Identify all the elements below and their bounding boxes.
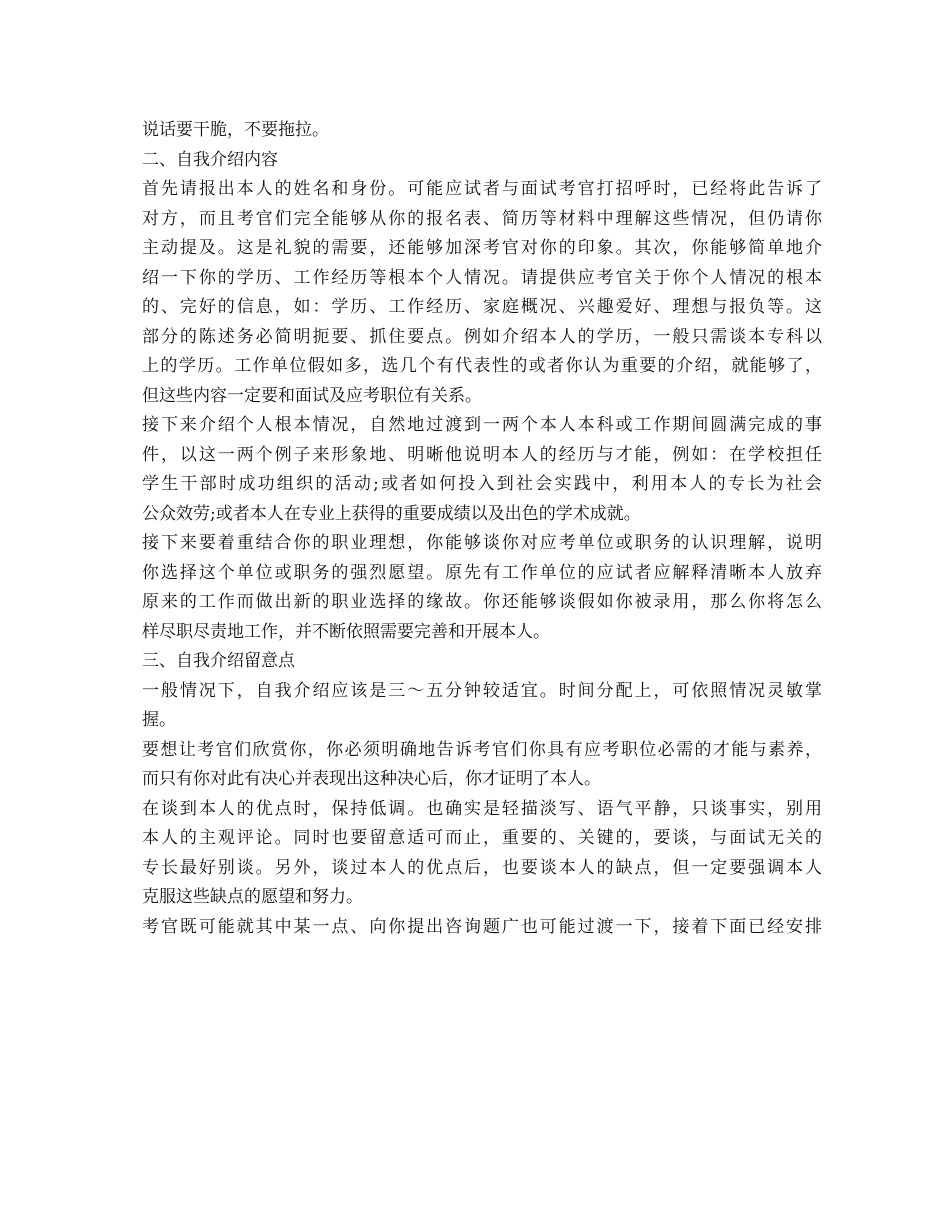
text-line: 的、完好的信息，如：学历、工作经历、家庭概况、兴趣爱好、理想与报负等。这 bbox=[142, 297, 822, 317]
text-line: 考官既可能就其中某一点、向你提出咨询题广也可能过渡一下，接着下面已经安排 bbox=[142, 916, 822, 937]
text-line: 握。 bbox=[142, 710, 176, 730]
section-heading: 二、自我介绍内容 bbox=[142, 149, 278, 170]
text-line: 主动提及。这是礼貌的需要，还能够加深考官对你的印象。其次，你能够简单地介 bbox=[142, 238, 822, 258]
document-page bbox=[142, 116, 822, 942]
text-line: 学生干部时成功组织的活动;或者如何投入到社会实践中，利用本人的专长为社会 bbox=[142, 474, 822, 494]
section-heading: 三、自我介绍留意点 bbox=[142, 651, 295, 671]
text-line: 上的学历。工作单位假如多，选几个有代表性的或者你认为重要的介绍，就能够了， bbox=[142, 356, 822, 376]
text-line: 你选择这个单位或职务的强烈愿望。原先有工作单位的应试者应解释清晰本人放弃 bbox=[142, 562, 822, 583]
text-line: 说话要干脆，不要拖拉。 bbox=[142, 120, 329, 140]
text-line: 要想让考官们欣赏你，你必须明确地告诉考官们你具有应考职位必需的才能与素养， bbox=[142, 739, 822, 760]
text-line: 克服这些缺点的愿望和努力。 bbox=[142, 887, 363, 907]
text-line: 一般情况下，自我介绍应该是三～五分钟较适宜。时间分配上，可依照情况灵敏掌 bbox=[142, 680, 822, 701]
text-line: 但这些内容一定要和面试及应考职位有关系。 bbox=[142, 385, 482, 406]
text-line: 样尽职尽责地工作，并不断依照需要完善和开展本人。 bbox=[142, 621, 550, 642]
text-line: 件，以这一两个例子来形象地、明晰他说明本人的经历与才能，例如：在学校担任 bbox=[142, 444, 822, 465]
text-line: 首先请报出本人的姓名和身份。可能应试者与面试考官打招呼时，已经将此告诉了 bbox=[142, 179, 822, 199]
text-line: 部分的陈述务必简明扼要、抓住要点。例如介绍本人的学历，一般只需谈本专科以 bbox=[142, 326, 822, 347]
text-line: 原来的工作而做出新的职业选择的缘故。你还能够谈假如你被录用，那么你将怎么 bbox=[142, 592, 822, 612]
text-line: 公众效劳;或者本人在专业上获得的重要成绩以及出色的学术成就。 bbox=[142, 503, 641, 524]
text-line: 接下来要着重结合你的职业理想，你能够谈你对应考单位或职务的认识理解，说明 bbox=[142, 533, 822, 553]
text-line: 而只有你对此有决心并表现出这种决心后，你才证明了本人。 bbox=[142, 769, 601, 789]
text-line: 接下来介绍个人根本情况，自然地过渡到一两个本人本科或工作期间圆满完成的事 bbox=[142, 415, 822, 435]
text-line: 专长最好别谈。另外，谈过本人的优点后，也要谈本人的缺点，但一定要强调本人 bbox=[142, 857, 822, 878]
text-line: 对方，而且考官们完全能够从你的报名表、简历等材料中理解这些情况，但仍请你 bbox=[142, 208, 822, 229]
text-line: 在谈到本人的优点时，保持低调。也确实是轻描淡写、语气平静，只谈事实，别用 bbox=[142, 798, 822, 819]
text-line: 绍一下你的学历、工作经历等根本个人情况。请提供应考官关于你个人情况的根本 bbox=[142, 267, 822, 288]
text-line: 本人的主观评论。同时也要留意适可而止，重要的、关键的，要谈，与面试无关的 bbox=[142, 828, 822, 848]
